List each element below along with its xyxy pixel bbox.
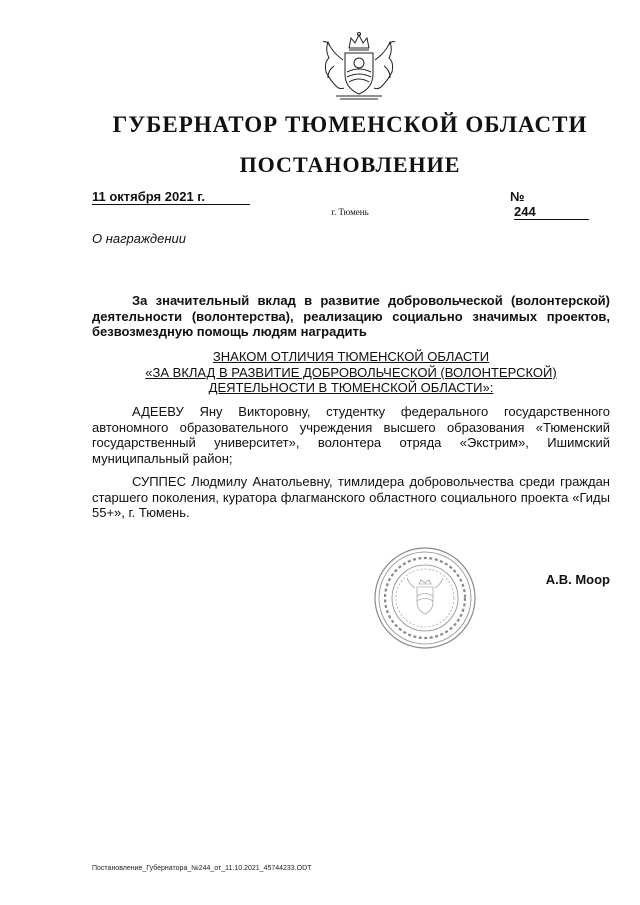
coat-of-arms-icon [316,30,402,102]
footer-filename: Постановление_Губернатора_№244_от_11.10.2021_45744233.ODT [92,865,312,872]
award-title [92,349,610,396]
award-line: «ЗА ВКЛАД В РАЗВИТИЕ ДОБРОВОЛЬЧЕСКОЙ (ВОЛОНТЕРСКОЙ) [145,364,557,380]
award-line: ЗНАКОМ ОТЛИЧИЯ ТЮМЕНСКОЙ ОБЛАСТИ [212,349,490,364]
awardee-paragraph: СУППЕС Людмилу Анатольевну, тимлидера добровольчества среди граждан старшего поколения, куратора флагманского областного социального проекта «Гиды 55+», г. Тюмень. [92,474,610,520]
document-city: г. Тюмень [331,207,369,217]
document-subject: О награждении [92,231,186,246]
document-type: ПОСТАНОВЛЕНИЕ [239,152,461,177]
page-title: ГУБЕРНАТОР ТЮМЕНСКОЙ ОБЛАСТИ [112,112,588,137]
number-value: 244 [514,204,589,220]
signer-name: А.В. Моор [545,572,610,587]
number-prefix: № [510,189,525,204]
intro-paragraph: За значительный вклад в развитие добровольческой (волонтерской) деятельности (волонтерства), реализацию социально значимых проектов, безвозмездную помощь людям наградить [92,293,610,339]
document-date: 11 октября 2021 г. [92,189,250,205]
award-line: ДЕЯТЕЛЬНОСТИ В ТЮМЕНСКОЙ ОБЛАСТИ»: [208,380,494,395]
official-seal-icon [373,546,477,650]
awardee-paragraph: АДЕЕВУ Яну Викторовну, студентку федерального государственного автономного образовательного учреждения высшего образования «Тюменский государственный университет», волонтера отряда «Экстрим», Ишимский муниципальный район; [92,404,610,466]
